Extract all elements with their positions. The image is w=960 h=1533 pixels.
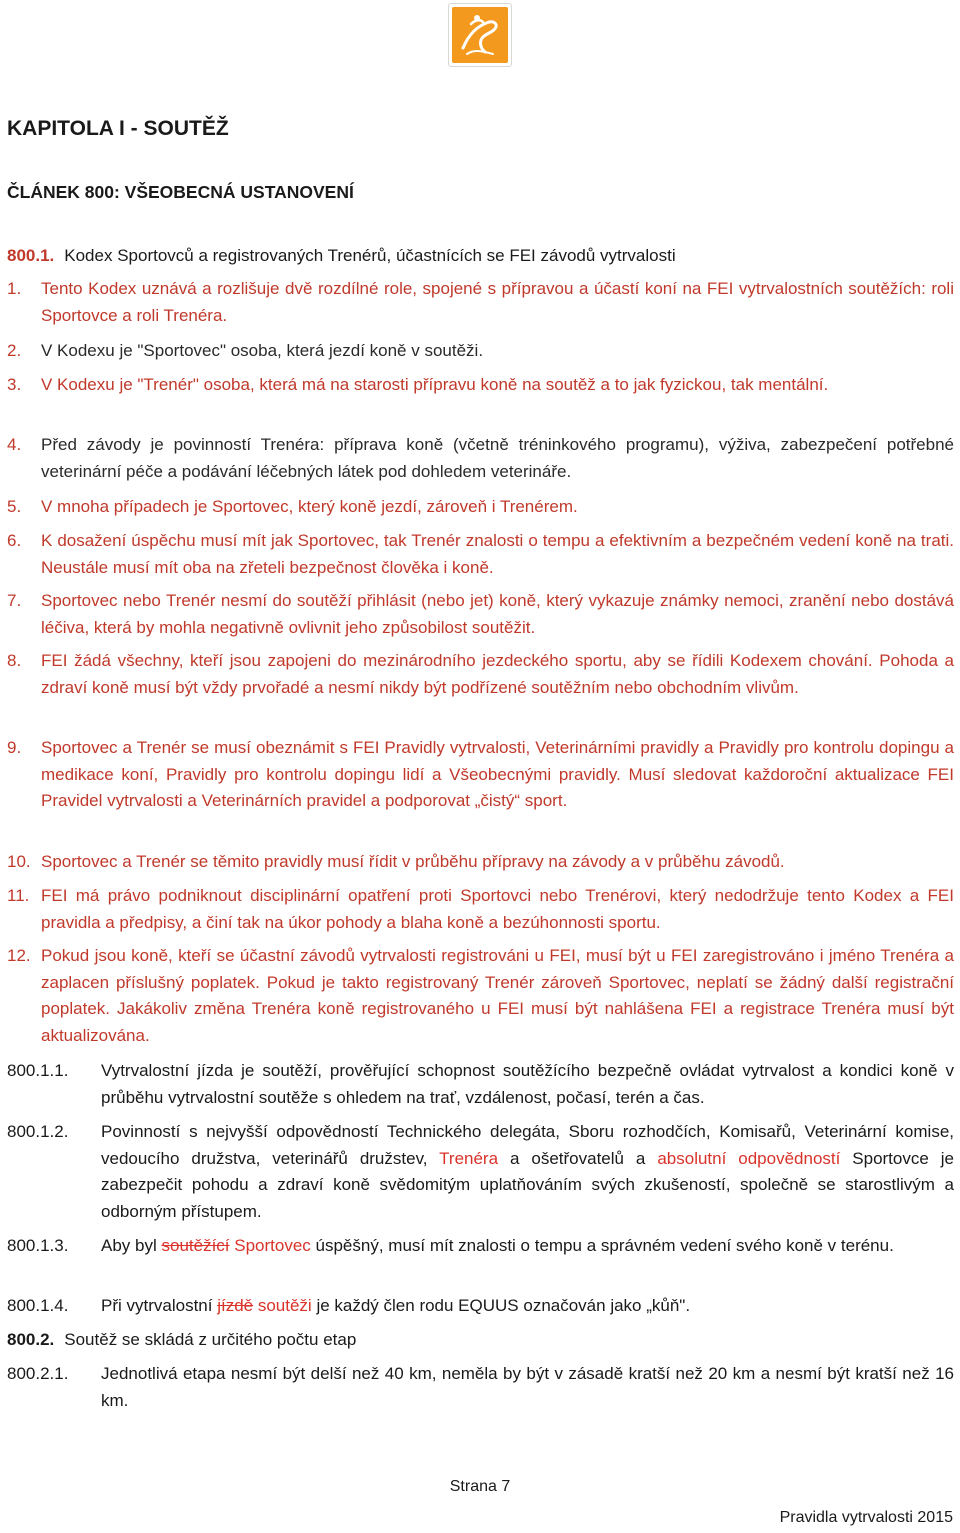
fei-endurance-logo-icon [449, 4, 511, 66]
text-run: Povinností s nejvyšší odpovědností Technického delegáta, Sboru rozhodčích, Komisařů, Veterinární komise, vedoucího družstva, veterinářů družstev, [101, 1122, 954, 1168]
item-number: 1. [7, 279, 22, 298]
paragraph-800-1-3 [7, 1233, 954, 1260]
item-number: 5. [7, 497, 22, 516]
item-text: Sportovec nebo Trenér nesmí do soutěží přihlásit (nebo jet) koně, který vykazuje známky nemoci, zranění nebo dostává léčiva, která by mohla negativně ovlivnit jeho způsobilost soutěžit. [41, 591, 954, 637]
section-800-2 [7, 1327, 356, 1353]
paragraph-number: 800.1.3. [7, 1236, 69, 1255]
item-text: Pokud jsou koně, kteří se účastní závodů vytrvalosti registrováni u FEI, musí být u FEI zaregistrováno i jméno Trenéra a zaplacen příslušný poplatek. Pokud je takto registrovaný Trenér zároveň Sportovec, neplatí se žádný další registrační poplatek. Jakákoliv změna Trenéra koně registrovaného u FEI musí být nahlášena FEI a registrace Trenéra musí být aktualizována. [41, 946, 954, 1045]
text-run: je každý člen rodu EQUUS označován jako „kůň". [311, 1296, 691, 1315]
code-item-3 [7, 372, 954, 399]
item-text: FEI má právo podniknout disciplinární opatření proti Sportovci nebo Trenérovi, který nedodržuje tento Kodex a FEI pravidla a předpisy, a činí tak na úkor pohody a blaha koně a bezúhonnosti sportu. [41, 886, 954, 932]
text-run: a ošetřovatelů a [498, 1148, 658, 1168]
text-run: Při vytrvalostní [101, 1296, 218, 1315]
paragraph-800-1-2 [7, 1119, 954, 1225]
item-number: 7. [7, 591, 22, 610]
section-text: Kodex Sportovců a registrovaných Trenérů, účastnících se FEI závodů vytrvalosti [64, 246, 676, 265]
code-item-7 [7, 588, 954, 641]
inserted-text: soutěži [253, 1296, 312, 1315]
item-text: V Kodexu je "Sportovec" osoba, která jezdí koně v soutěži. [41, 341, 484, 360]
section-number: 800.2. [7, 1330, 55, 1349]
paragraph-800-2-1 [7, 1361, 954, 1414]
paragraph-number: 800.1.4. [7, 1296, 69, 1315]
code-item-5 [7, 494, 954, 521]
code-item-11 [7, 883, 954, 936]
paragraph-text: Vytrvalostní jízda je soutěží, prověřující schopnost soutěžícího bezpečně ovládat vytrvalost a kondici koně v průběhu vytrvalostní soutěže s ohledem na trať, vzdálenost, počasí, terén a čas. [101, 1061, 954, 1107]
code-item-9 [7, 735, 954, 815]
paragraph-text: Jednotlivá etapa nesmí být delší než 40 km, neměla by být v zásadě kratší než 20 km a nesmí být kratší než 16 km. [101, 1364, 954, 1410]
code-item-4 [7, 432, 954, 485]
item-number: 11. [7, 886, 30, 905]
inserted-text: Sportovec [229, 1236, 311, 1255]
code-item-8 [7, 648, 954, 701]
code-item-12 [7, 943, 954, 1049]
item-text: FEI žádá všechny, kteří jsou zapojeni do mezinárodního jezdeckého sportu, aby se řídili Kodexem chování. Pohoda a zdraví koně musí být vždy prvořadé a nesmí nikdy být podřízené soutěžním nebo obchodním vlivům. [41, 651, 954, 697]
item-number: 8. [7, 651, 22, 670]
item-number: 2. [7, 341, 22, 360]
paragraph-800-1-1 [7, 1058, 954, 1111]
deleted-text: soutěžící [161, 1236, 230, 1255]
paragraph-number: 800.1.1. [7, 1061, 69, 1080]
code-item-1 [7, 276, 954, 329]
code-item-6 [7, 528, 954, 581]
text-run: úspěšný, musí mít znalosti o tempu a správném vedení svého koně v terénu. [310, 1236, 894, 1255]
item-text: Sportovec a Trenér se musí obeznámit s FEI Pravidly vytrvalosti, Veterinárními pravidly a Pravidly pro kontrolu dopingu a medikace koní, Pravidly pro kontrolu dopingu lidí a Všeobecnými pravidly. Musí sledovat každoroční aktualizace FEI Pravidel vytrvalosti a Veterinárních pravidel a podporovat „čistý“ sport. [41, 738, 954, 810]
page-number: Strana 7 [449, 1478, 511, 1495]
fei-endurance-logo [448, 3, 512, 67]
highlighted-text: absolutní odpovědností [657, 1148, 841, 1168]
item-text: Tento Kodex uznává a rozlišuje dvě rozdílné role, spojené s přípravou a účastí koní na FEI vytrvalostních soutěžích: roli Sportovce a roli Trenéra. [41, 279, 954, 325]
code-item-2 [7, 338, 954, 365]
section-text: Soutěž se skládá z určitého počtu etap [64, 1330, 357, 1349]
footer-text: Pravidla vytrvalosti 2015 [779, 1509, 953, 1526]
section-number: 800.1. [7, 246, 55, 265]
highlighted-text: Trenéra [439, 1148, 499, 1168]
item-number: 10. [7, 852, 31, 871]
item-text: V Kodexu je "Trenér" osoba, která má na starosti přípravu koně na soutěž a to jak fyzickou, tak mentální. [41, 375, 829, 394]
item-number: 6. [7, 531, 22, 550]
item-number: 9. [7, 738, 22, 757]
text-run: Sportovce je zabezpečit pohodu a zdraví koně svědomitým uplatňováním svých zkušeností, společně se starostlivým a odborným přístupem. [101, 1148, 954, 1221]
article-title: ČLÁNEK 800: VŠEOBECNÁ USTANOVENÍ [7, 182, 354, 202]
paragraph-number: 800.1.2. [7, 1122, 69, 1141]
item-number: 3. [7, 375, 22, 394]
deleted-text: jízdě [217, 1296, 254, 1315]
chapter-title: KAPITOLA I - SOUTĚŽ [7, 117, 229, 140]
paragraph-text [101, 1233, 954, 1260]
paragraph-text [101, 1119, 954, 1225]
item-text: Před závody je povinností Trenéra: příprava koně (včetně tréninkového programu), výživa, zabezpečení potřebné veterinární péče a podávání léčebných látek pod dohledem veterináře. [41, 435, 954, 481]
paragraph-800-1-4 [7, 1293, 954, 1320]
code-item-10 [7, 849, 954, 876]
paragraph-text [101, 1293, 954, 1320]
paragraph-number: 800.2.1. [7, 1364, 69, 1383]
text-run: Aby byl [101, 1236, 162, 1255]
item-text: Sportovec a Trenér se těmito pravidly musí řídit v průběhu přípravy na závody a v průběhu závodů. [41, 852, 785, 871]
item-text: V mnoha případech je Sportovec, který koně jezdí, zároveň i Trenérem. [41, 497, 578, 516]
item-number: 12. [7, 946, 31, 965]
item-text: K dosažení úspěchu musí mít jak Sportovec, tak Trenér znalosti o tempu a efektivním a bezpečném vedení koně na trati. Neustále musí mít oba na zřeteli bezpečnost člověka i koně. [41, 531, 954, 577]
section-800-1 [7, 243, 676, 269]
item-number: 4. [7, 435, 22, 454]
